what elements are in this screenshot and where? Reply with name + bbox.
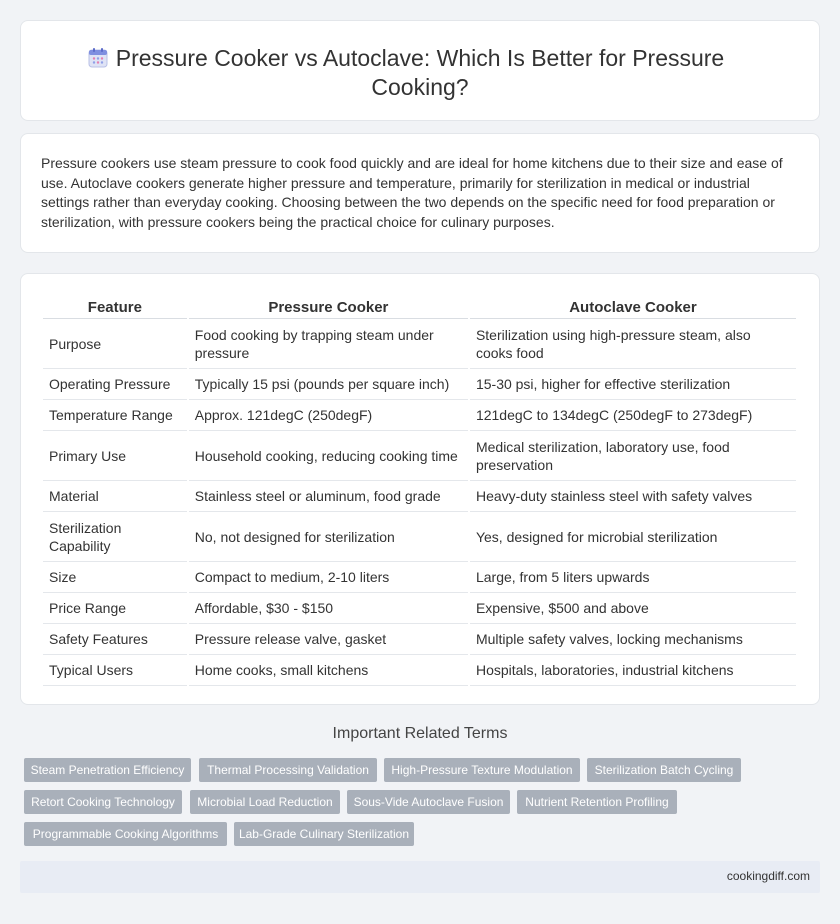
autoclave-cell: Hospitals, laboratories, industrial kitchens	[470, 655, 796, 686]
pressure-cooker-cell: Typically 15 psi (pounds per square inch)	[189, 369, 468, 400]
tag-link[interactable]: Sous-Vide Autoclave Fusion	[347, 790, 510, 814]
feature-cell: Size	[43, 562, 187, 593]
table-row	[43, 319, 796, 369]
header-feature: Feature	[43, 296, 187, 319]
feature-cell: Material	[43, 481, 187, 512]
feature-cell: Temperature Range	[43, 400, 187, 431]
intro-paragraph: Pressure cookers use steam pressure to cook food quickly and are ideal for home kitchens due to their size and ease of use. Autoclave cookers generate higher pressure and temperature, primarily for sterilization in medical or industrial settings rather than everyday cooking. Choosing between the two depends on the specific need for food preparation or sterilization, with pressure cookers being the practical choice for culinary purposes.	[41, 155, 783, 230]
autoclave-cell: Large, from 5 liters upwards	[470, 562, 796, 593]
autoclave-cell: Heavy-duty stainless steel with safety valves	[470, 481, 796, 512]
feature-cell: Typical Users	[43, 655, 187, 686]
feature-cell: Primary Use	[43, 431, 187, 481]
tag-link[interactable]: Programmable Cooking Algorithms	[24, 822, 227, 846]
autoclave-cell: Sterilization using high-pressure steam, also cooks food	[470, 319, 796, 369]
table-row	[43, 562, 796, 593]
feature-cell: Sterilization Capability	[43, 512, 187, 562]
pressure-cooker-cell: Home cooks, small kitchens	[189, 655, 468, 686]
table-row	[43, 512, 796, 562]
tag-link[interactable]: Sterilization Batch Cycling	[587, 758, 741, 782]
header-autoclave-cooker: Autoclave Cooker	[470, 296, 796, 319]
tag-link[interactable]: Microbial Load Reduction	[190, 790, 340, 814]
page-title: Pressure Cooker vs Autoclave: Which Is Better for Pressure Cooking?	[115, 45, 725, 100]
autoclave-cell: Expensive, $500 and above	[470, 593, 796, 624]
autoclave-cell: Medical sterilization, laboratory use, food preservation	[470, 431, 796, 481]
pressure-cooker-cell: Pressure release valve, gasket	[189, 624, 468, 655]
table-header-row	[43, 296, 796, 319]
table-row	[43, 624, 796, 655]
tag-link[interactable]: High-Pressure Texture Modulation	[384, 758, 580, 782]
table-row	[43, 369, 796, 400]
table-row	[43, 431, 796, 481]
table-row	[43, 400, 796, 431]
header-pressure-cooker: Pressure Cooker	[189, 296, 468, 319]
table-row	[43, 655, 796, 686]
tag-link[interactable]: Steam Penetration Efficiency	[24, 758, 191, 782]
feature-cell: Purpose	[43, 319, 187, 369]
pressure-cooker-cell: Food cooking by trapping steam under pressure	[189, 319, 468, 369]
feature-cell: Price Range	[43, 593, 187, 624]
pressure-cooker-cell: Compact to medium, 2-10 liters	[189, 562, 468, 593]
footer-site-link[interactable]: cookingdiff.com	[726, 869, 810, 883]
tag-link[interactable]: Lab-Grade Culinary Sterilization	[234, 822, 414, 846]
intro-card	[20, 133, 820, 253]
table-row	[43, 593, 796, 624]
feature-cell: Operating Pressure	[43, 369, 187, 400]
autoclave-cell: 15-30 psi, higher for effective sterilization	[470, 369, 796, 400]
tag-link[interactable]: Thermal Processing Validation	[199, 758, 377, 782]
comparison-card	[20, 273, 820, 705]
pressure-cooker-cell: Affordable, $30 - $150	[189, 593, 468, 624]
pressure-cooker-cell: Stainless steel or aluminum, food grade	[189, 481, 468, 512]
autoclave-cell: Yes, designed for microbial sterilization	[470, 512, 796, 562]
related-terms-title: Important Related Terms	[332, 725, 508, 742]
autoclave-cell: Multiple safety valves, locking mechanisms	[470, 624, 796, 655]
pressure-cooker-cell: No, not designed for sterilization	[189, 512, 468, 562]
feature-cell: Safety Features	[43, 624, 187, 655]
pressure-cooker-cell: Approx. 121degC (250degF)	[189, 400, 468, 431]
table-row	[43, 481, 796, 512]
tag-link[interactable]: Retort Cooking Technology	[24, 790, 182, 814]
autoclave-cell: 121degC to 134degC (250degF to 273degF)	[470, 400, 796, 431]
pressure-cooker-cell: Household cooking, reducing cooking time	[189, 431, 468, 481]
footer	[20, 861, 820, 893]
title-card	[20, 20, 820, 121]
comparison-table	[41, 296, 798, 686]
tag-link[interactable]: Nutrient Retention Profiling	[517, 790, 677, 814]
